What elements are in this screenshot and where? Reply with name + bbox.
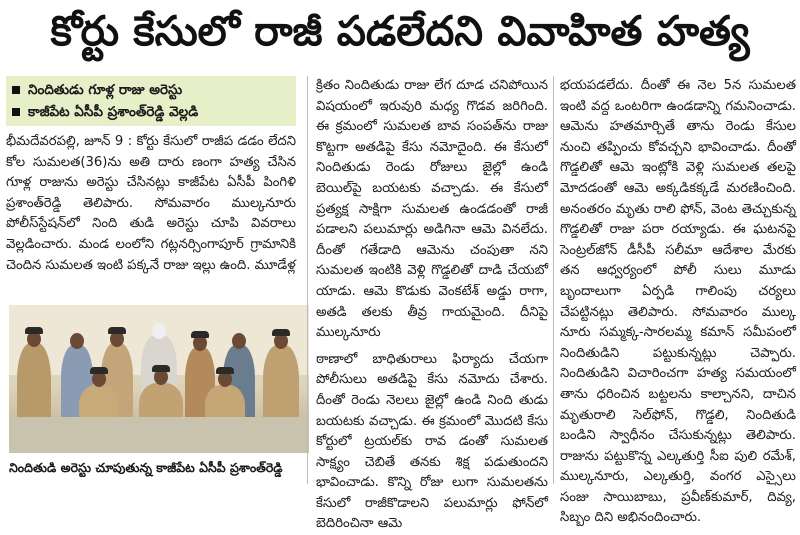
- column-2: [316, 76, 548, 535]
- article-paragraph: భయపడలేదు. దీంతో ఈ నెల 5న సుమలత ఇంటి వద్ద ఒంటరిగా ఉండడాన్ని గమనించాడు. ఆమెను హతమార్చితే తాను రెండు కేసుల నుంచి తప్పించు కోవచ్చని భావించాడు. దీంతో గొడ్డలితో ఆమె ఇంట్లోకి వెళ్లి సుమలత తలపై మోదడంతో ఆమె అక్కడికక్కడే మరణించింది. అనంతరం మృతు రాలి ఫోన్, వెంట తెచ్చుకున్న గొడ్డలితో రాజు పరా రయ్యాడు. ఈ ఘటనపై సెంట్రల్‌జోన్ డీసీపీ సలీమా ఆదేశాల మేరకు తన ఆధ్వర్యంలో పోలీ సులు మూడు బృందాలుగా ఏర్పడి గాలింపు చర్యలు చేపట్టినట్లు తెలిపారు. సోమవారం ముల్క నూరు సమ్మక్క-సారలమ్మ కమాన్ సమీపంలో నిందితుడిని పట్టుకున్నట్లు చెప్పారు. నిందితుడిని విచారించగా హత్య సమయంలో తాను ధరించిన బట్టలను కాల్చానని, దాచిన మృతురాలి సెల్‌ఫోన్, గొడ్డలి, నిందితుడి బండిని స్వాధీనం చేసుకున్నట్లు తెలిపారు. రాజును పట్టుకొన్న ఎల్కతుర్తి సీఐ పులి రమేశ్, ముల్కనూరు, ఎల్కతుర్తి, వంగర ఎస్సైలు సంజు సాయిబాబు, ప్రవీణ్‌కుమార్, దివ్య, సిబ్బం దిని అభినందించారు.: [560, 78, 796, 526]
- article-paragraph: క్రితం నిందితుడు రాజు లేగ దూడ చనిపోయిన విషయంలో ఇరువురి మధ్య గొడవ జరిగింది. ఈ క్రమంలో సుమలత బావ సంపత్‌ను రాజు కొట్టగా అతడిపై కేసు నమోదైంది. ఈ కేసులో నిందితుడు రెండు రోజులు జైల్లో ఉండి బెయిల్‌పై బయటకు వచ్చాడు. ఈ కేసులో ప్రత్యక్ష సాక్షిగా సుమలత ఉండడంతో రాజీ పడాలని పలుమార్లు అడిగినా ఆమె వినలేదు. దీంతో గతేడాది ఆమెను చంపుతా నని సుమలత ఇంటికి వెళ్లి గొడ్డలితో దాడి చేయబో యాడు. ఆమె కొడుకు వెంకటేశ్ అడ్డు రాగా, అతడి తలకు తీవ్ర గాయమైంది. దీనిపై ముల్కనూరు: [316, 78, 548, 341]
- subhead-2: [12, 101, 290, 123]
- photo-caption: నిందితుడి అరెస్టు చూపుతున్న కాజీపేట ఏసీపీ ప్రశాంత్‌రెడ్డి: [9, 460, 283, 475]
- news-photo: [9, 305, 309, 453]
- headline: కోర్టు కేసులో రాజీ పడలేదని వివాహిత హత్య: [50, 7, 750, 55]
- column-3: [560, 76, 796, 529]
- subhead-box: [6, 76, 296, 126]
- subhead-1-text: నిందితుడు గూళ్ల రాజు అరెస్టు: [28, 82, 183, 98]
- column-1: [6, 76, 296, 276]
- article-paragraph: ఠాణాలో బాధితురాలు ఫిర్యాదు చేయగా పోలీసులు అతడిపై కేసు నమోదు చేశారు. దీంతో రెండు నెలలు జైల్లో ఉండి నింది తుడు బయటకు వచ్చాడు. ఈ క్రమంలో మొదటి కేసు కోర్టులో ట్రయల్‌కు రావ డంతో సుమలత సాక్ష్యం చెబితే తనకు శిక్ష పడుతుందని భావించాడు. కొన్ని రోజు లుగా సుమలతను కేసులో రాజీకొడాలని పలుమార్లు ఫోన్‌లో బెదిరించినా ఆమె: [316, 351, 548, 532]
- article-paragraph: భీమదేవరపల్లి, జూన్ 9 : కోర్టు కేసులో రాజీప డడం లేదని కోల సుమలత(36)ను అతి దారు ణంగా హత్య చేసిన గూళ్ల రాజును అరెస్టు చేసినట్లు కాజీపేట ఏసీపీ పింగిళి ప్రశాంత్‌రెడ్డి తెలిపారు. సోమవారం ముల్కనూరు పోలీస్‌స్టేషన్‌లో నింది తుడి అరెస్టు చూపి వివరాలు వెల్లడించారు. మండ లంలోని గట్లనర్సింగాపూర్ గ్రామానికి చెందిన సుమలత ఇంటి పక్కనే రాజు ఇల్లు ఉంది. మూడేళ్ల: [6, 134, 296, 273]
- subhead-1: [12, 79, 290, 101]
- bullet-icon: [12, 108, 20, 116]
- subhead-2-text: కాజీపేట ఏసీపీ ప్రశాంత్‌రెడ్డి వెల్లడి: [28, 104, 199, 120]
- bullet-icon: [12, 86, 20, 94]
